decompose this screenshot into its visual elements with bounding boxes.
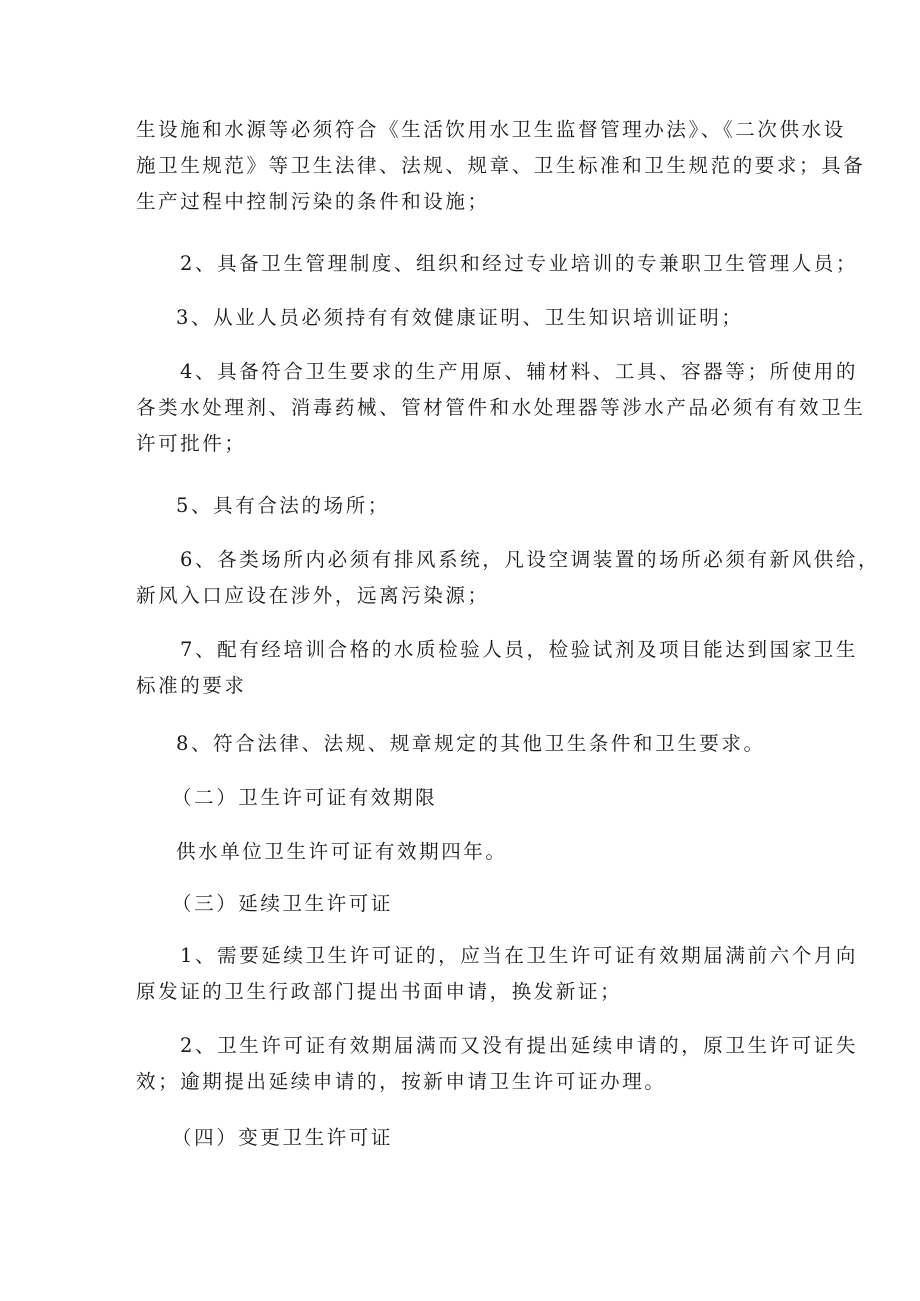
text-line: 7、配有经培训合格的水质检验人员，检验试剂及项目能达到国家卫生 bbox=[180, 638, 859, 661]
text-line: 6、各类场所内必须有排风系统，凡设空调装置的场所必须有新风供给， bbox=[180, 548, 881, 571]
text-line: 4、具备符合卫生要求的生产用原、辅材料、工具、容器等；所使用的 bbox=[180, 360, 859, 383]
paragraph-item-3 bbox=[176, 300, 836, 336]
paragraph-renewal-item-2 bbox=[136, 1028, 859, 1100]
paragraph-item-7 bbox=[136, 632, 859, 704]
paragraph-renewal-item-1 bbox=[136, 938, 859, 1010]
paragraph-item-6 bbox=[136, 542, 881, 614]
paragraph-item-2 bbox=[180, 246, 859, 282]
text-line: （三）延续卫生许可证 bbox=[172, 892, 394, 915]
text-line: （二）卫生许可证有效期限 bbox=[172, 786, 438, 809]
text-line: 许可批件； bbox=[136, 432, 247, 455]
text-line: 施卫生规范》等卫生法律、法规、规章、卫生标准和卫生规范的要求；具备 bbox=[136, 154, 866, 177]
paragraph-item-8 bbox=[176, 726, 836, 762]
text-line: 8、符合法律、法规、规章规定的其他卫生条件和卫生要求。 bbox=[176, 732, 766, 755]
text-line: 2、具备卫生管理制度、组织和经过专业培训的专兼职卫生管理人员； bbox=[180, 252, 859, 275]
section-heading-validity-period bbox=[172, 780, 832, 816]
text-line: 标准的要求 bbox=[136, 674, 247, 697]
text-line: （四）变更卫生许可证 bbox=[172, 1126, 394, 1149]
text-line: 3、从业人员必须持有有效健康证明、卫生知识培训证明； bbox=[176, 306, 744, 329]
text-line: 生设施和水源等必须符合《生活饮用水卫生监督管理办法》、《二次供水设 bbox=[136, 118, 846, 141]
text-line: 2、卫生许可证有效期届满而又没有提出延续申请的，原卫生许可证失 bbox=[180, 1034, 859, 1057]
text-line: 效；逾期提出延续申请的，按新申请卫生许可证办理。 bbox=[136, 1070, 667, 1093]
section-heading-change bbox=[172, 1120, 832, 1156]
text-line: 原发证的卫生行政部门提出书面申请，换发新证； bbox=[136, 980, 623, 1003]
text-line: 新风入口应设在涉外，远离污染源； bbox=[136, 584, 490, 607]
text-line: 供水单位卫生许可证有效期四年。 bbox=[176, 840, 508, 863]
paragraph-item-5 bbox=[176, 488, 836, 524]
text-line: 5、具有合法的场所； bbox=[176, 494, 390, 517]
text-line: 生产过程中控制污染的条件和设施； bbox=[136, 190, 490, 213]
text-line: 各类水处理剂、消毒药械、管材管件和水处理器等涉水产品必须有有效卫生 bbox=[136, 396, 866, 419]
paragraph-requirements-continued bbox=[136, 112, 866, 220]
paragraph-item-4 bbox=[136, 354, 866, 462]
section-heading-renewal bbox=[172, 886, 832, 922]
paragraph-validity-period bbox=[176, 834, 836, 870]
text-line: 1、需要延续卫生许可证的，应当在卫生许可证有效期届满前六个月向 bbox=[180, 944, 859, 967]
